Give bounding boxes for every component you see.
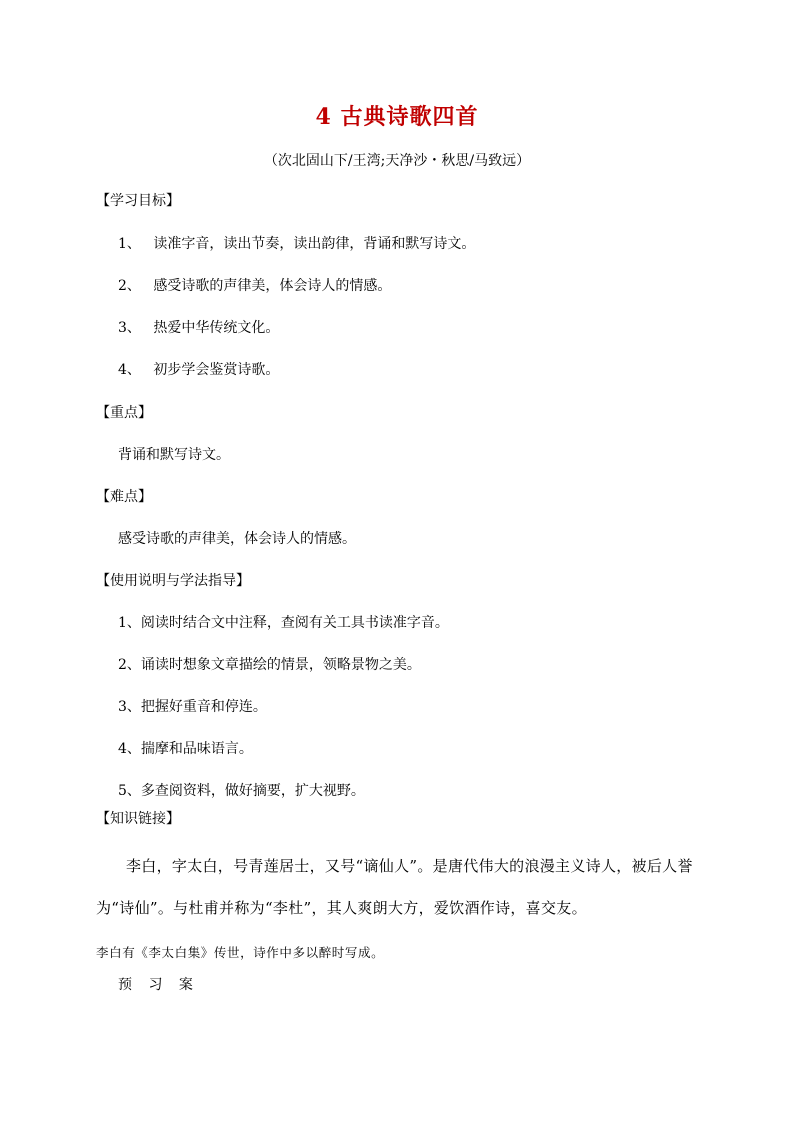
goal-number: 3、 xyxy=(118,320,141,336)
guide-item-3: 3、把握好重音和停连。 xyxy=(118,699,267,715)
goal-number: 1、 xyxy=(118,236,141,252)
goal-number: 2、 xyxy=(118,278,141,294)
knowledge-note: 李白有《李太白集》传世，诗作中多以醉时写成。 xyxy=(96,945,385,960)
guide-item-5: 5、多查阅资料，做好摘要，扩大视野。 xyxy=(118,783,365,799)
knowledge-paragraph: 李白，字太白，号青莲居士，又号“谪仙人”。是唐代伟大的浪漫主义诗人，被后人誉为“诗仙”。与杜甫并称为“李杜”，其人爽朗大方，爱饮酒作诗，喜交友。 xyxy=(96,857,693,917)
goal-text: 热爱中华传统文化。 xyxy=(153,320,280,336)
goal-item-2 xyxy=(118,275,391,295)
goal-item-3 xyxy=(118,317,279,337)
difficulty-text: 感受诗歌的声律美，体会诗人的情感。 xyxy=(118,531,356,547)
goal-number: 4、 xyxy=(118,362,141,378)
guide-item-4: 4、揣摩和品味语言。 xyxy=(118,741,253,757)
goal-item-4 xyxy=(118,359,279,379)
goal-item-1 xyxy=(118,233,475,253)
knowledge-heading: 【知识链接】 xyxy=(96,811,180,827)
difficulty-heading: 【难点】 xyxy=(96,489,152,505)
goal-text: 感受诗歌的声律美，体会诗人的情感。 xyxy=(153,278,392,294)
key-point-heading: 【重点】 xyxy=(96,405,152,421)
guide-item-2: 2、诵读时想象文章描绘的情景，领略景物之美。 xyxy=(118,657,421,673)
goal-text: 读准字音，读出节奏，读出韵律，背诵和默写诗文。 xyxy=(153,236,476,252)
guide-item-1: 1、阅读时结合文中注释，查阅有关工具书读准字音。 xyxy=(118,615,449,631)
guide-heading: 【使用说明与学法指导】 xyxy=(96,573,250,589)
goals-heading: 【学习目标】 xyxy=(96,193,180,209)
document-title: 4 古典诗歌四首 xyxy=(315,104,479,130)
preview-label: 预 习 案 xyxy=(118,977,199,993)
goal-text: 初步学会鉴赏诗歌。 xyxy=(153,362,280,378)
key-point-text: 背诵和默写诗文。 xyxy=(118,447,230,463)
document-subtitle: （次北固山下/王湾;天净沙・秋思/马致远） xyxy=(263,153,531,169)
